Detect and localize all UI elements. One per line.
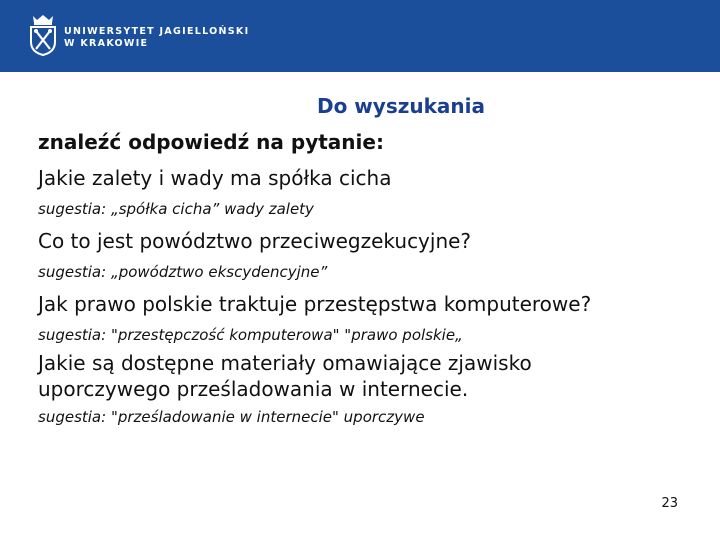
suggestion-4: sugestia: "prześladowanie w internecie" uporczywe <box>38 408 425 426</box>
suggestion-1: sugestia: „spółka cicha” wady zalety <box>38 200 314 218</box>
page-number: 23 <box>661 496 678 511</box>
slide-header <box>0 0 720 72</box>
suggestion-2: sugestia: „powództwo ekscydencyjne” <box>38 263 328 281</box>
slide-title-text: Do wyszukania <box>317 94 485 118</box>
suggestion-3: sugestia: "przestępczość komputerowa" "prawo polskie„ <box>38 326 463 344</box>
university-logo-text <box>64 26 249 50</box>
slide-title <box>0 94 720 118</box>
question-3: Jak prawo polskie traktuje przestępstwa komputerowe? <box>38 292 592 316</box>
question-1: Jakie zalety i wady ma spółka cicha <box>38 166 392 190</box>
question-4-line-2: uporczywego prześladowania w internecie. <box>38 377 469 401</box>
slide-subtitle: znaleźć odpowiedź na pytanie: <box>38 130 384 154</box>
logo-line-2: W KRAKOWIE <box>64 38 149 49</box>
logo-line-1: UNIWERSYTET JAGIELLOŃSKI <box>64 26 250 37</box>
question-4 <box>38 350 532 402</box>
question-4-line-1: Jakie są dostępne materiały omawiające zjawisko <box>38 351 532 375</box>
university-crest-icon <box>28 12 58 56</box>
question-2: Co to jest powództwo przeciwegzekucyjne? <box>38 229 472 253</box>
